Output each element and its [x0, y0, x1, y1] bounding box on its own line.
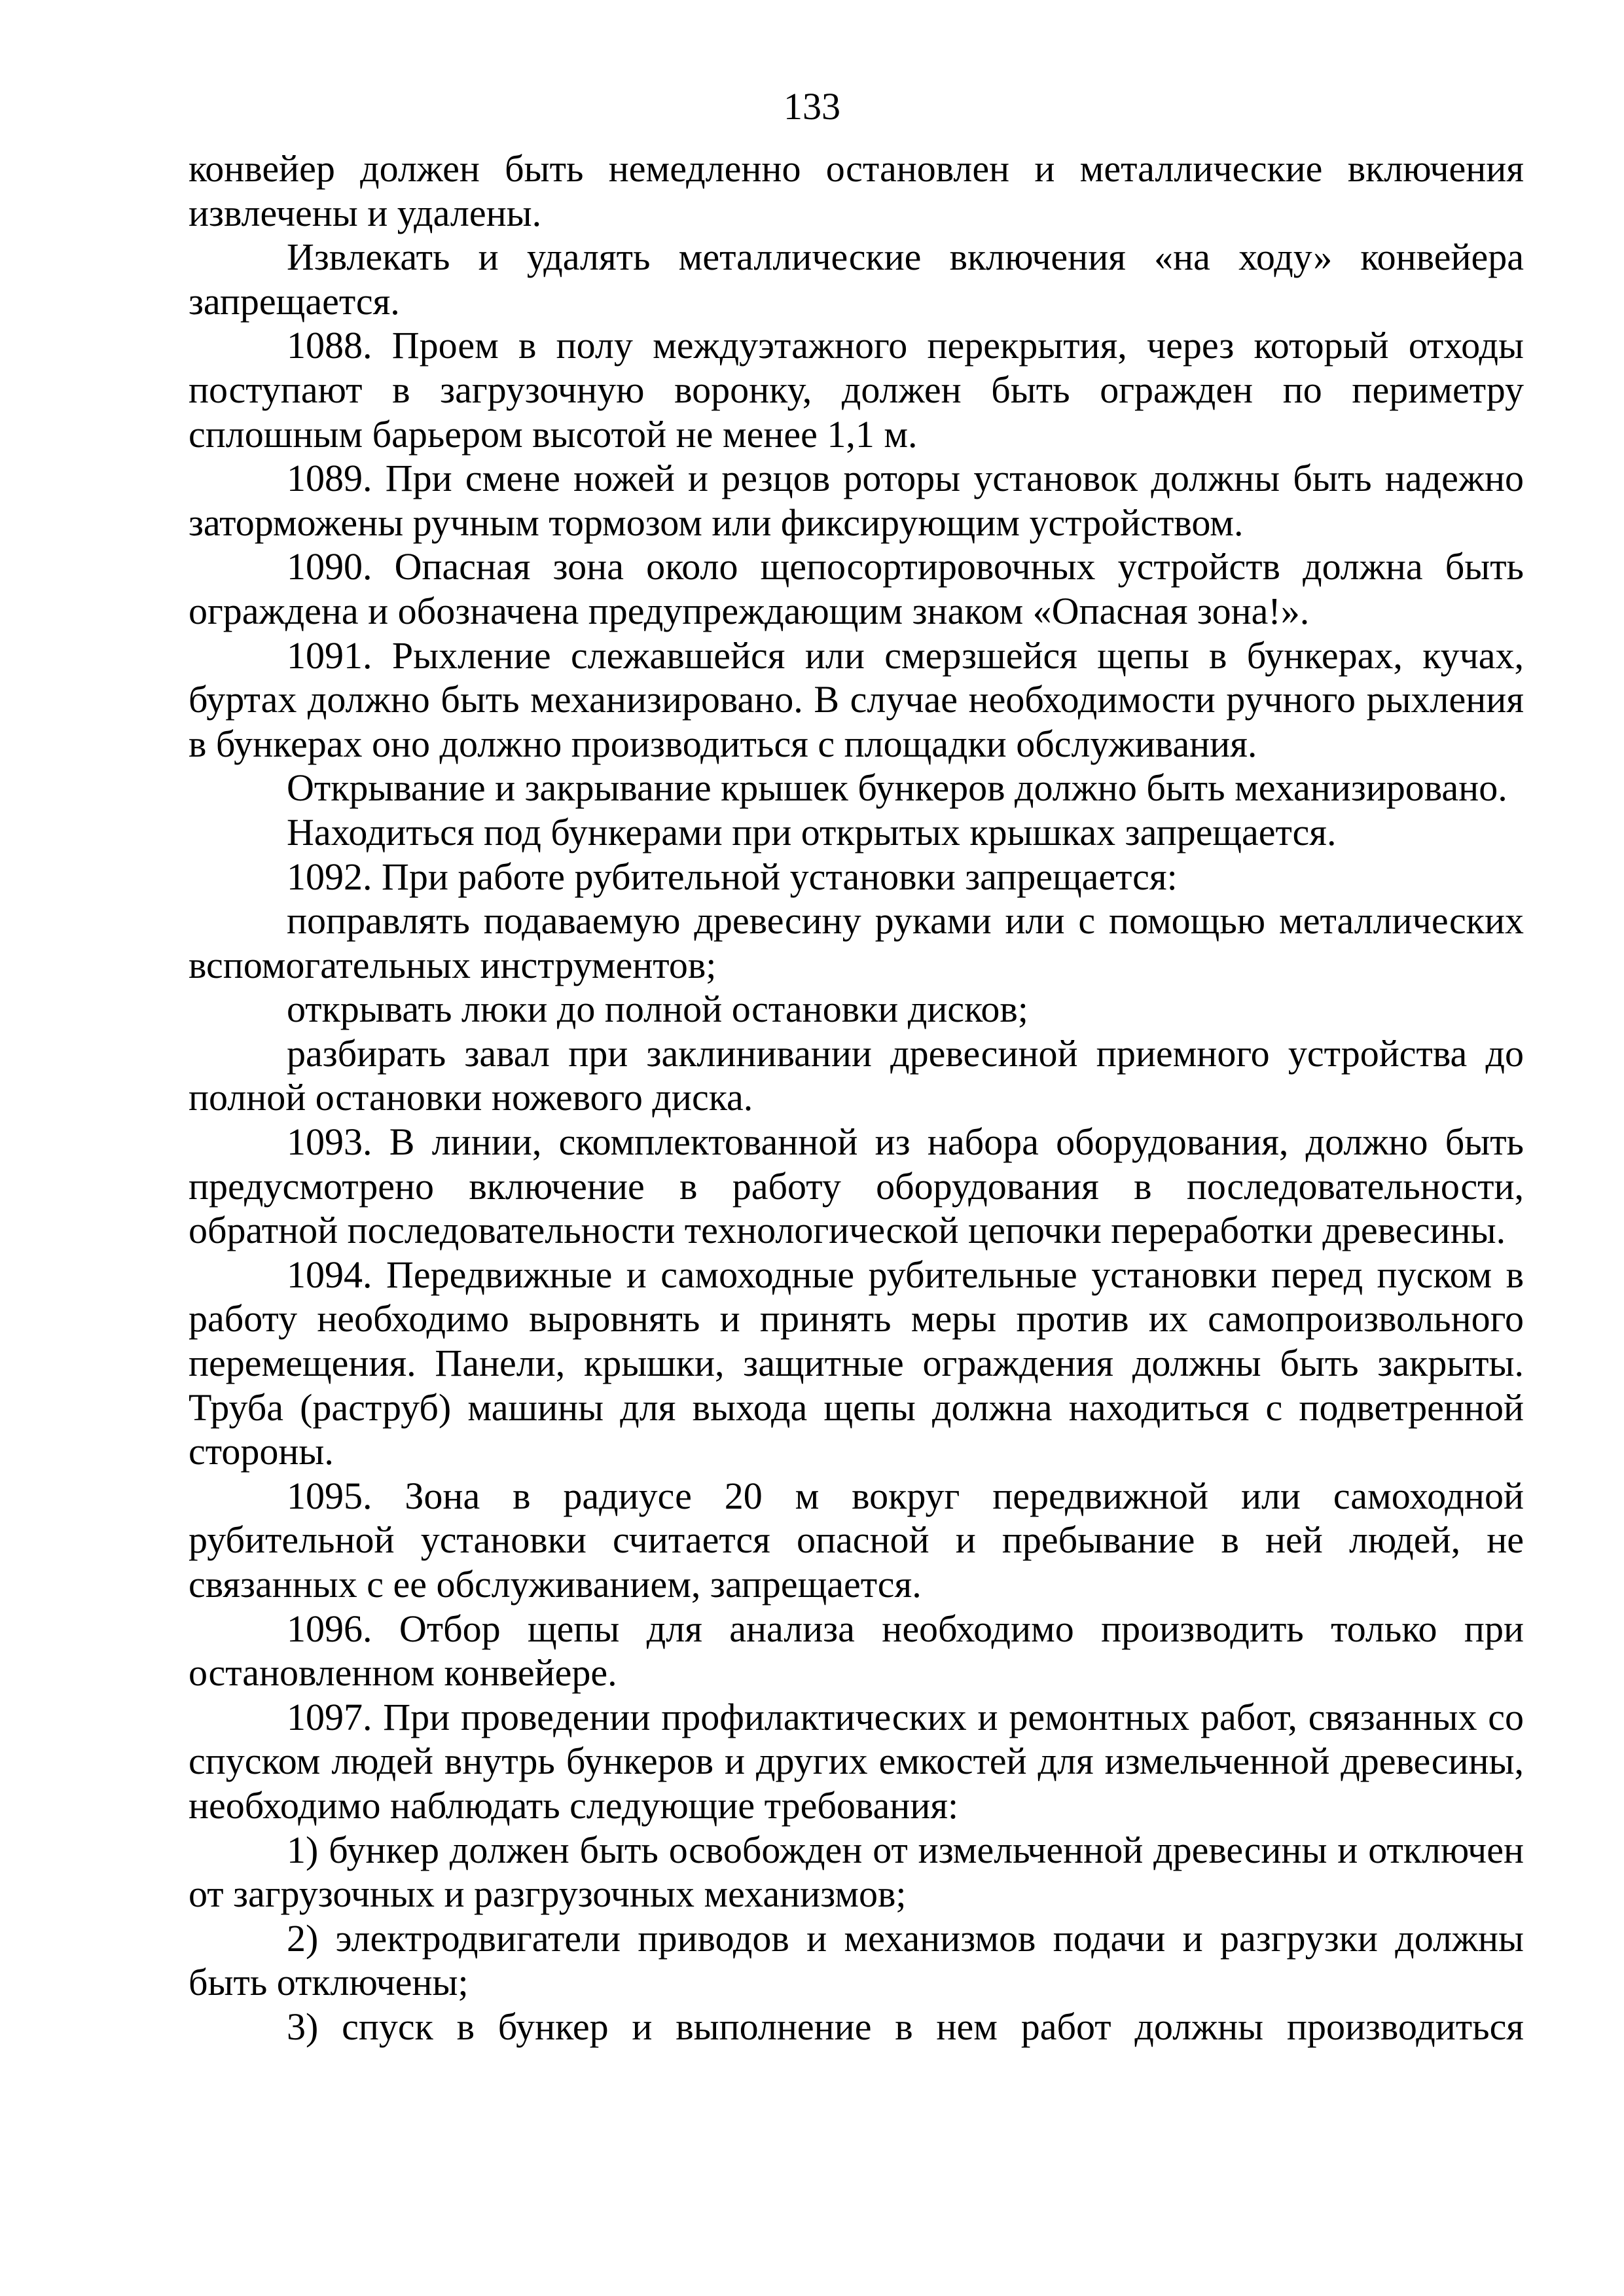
list-item-1097-2: 2) электродвигатели приводов и механизмов подачи и разгрузки должны быть отключены;	[189, 1916, 1524, 2004]
paragraph-1088: 1088. Проем в полу междуэтажного перекрытия, через который отходы поступают в загрузочную воронку, должен быть огражден по периметру сплошным барьером высотой не менее 1,1 м.	[189, 324, 1524, 456]
list-item-1092-c: разбирать завал при заклинивании древесиной приемного устройства до полной остановки ножевого диска.	[189, 1031, 1524, 1119]
paragraph-1095: 1095. Зона в радиусе 20 м вокруг передвижной или самоходной рубительной установки считается опасной и пребывание в ней людей, не связанных с ее обслуживанием, запрещается.	[189, 1474, 1524, 1605]
paragraph-1097: 1097. При проведении профилактических и ремонтных работ, связанных со спуском людей внутрь бункеров и других емкостей для измельченной древесины, необходимо наблюдать следующие требования:	[189, 1695, 1524, 1827]
paragraph-1091: 1091. Рыхление слежавшейся или смерзшейся щепы в бункерах, кучах, буртах должно быть механизировано. В случае необходимости ручного рыхления в бункерах оно должно производиться с площадки обслуживания.	[189, 634, 1524, 765]
paragraph-bunker-ban: Находиться под бункерами при открытых крышках запрещается.	[287, 810, 1337, 853]
document-body	[189, 147, 1524, 2049]
paragraph-bunker-lids: Открывание и закрывание крышек бункеров должно быть механизировано.	[287, 766, 1507, 810]
paragraph-1094: 1094. Передвижные и самоходные рубительные установки перед пуском в работу необходимо выровнять и принять меры против их самопроизвольного перемещения. Панели, крышки, защитные ограждения должны быть закрыты. Труба (раструб) машины для выхода щепы должна находиться с подветренной стороны.	[189, 1253, 1524, 1473]
paragraph-continuation: конвейер должен быть немедленно остановлен и металлические включения извлечены и удалены.	[189, 147, 1524, 234]
paragraph-1089: 1089. При смене ножей и резцов роторы установок должны быть надежно заторможены ручным тормозом или фиксирующим устройством.	[189, 457, 1524, 544]
list-item-1092-a: поправлять подаваемую древесину руками или с помощью металлических вспомогательных инструментов;	[189, 899, 1524, 986]
paragraph-1096: 1096. Отбор щепы для анализа необходимо производить только при остановленном конвейере.	[189, 1607, 1524, 1695]
list-item-1092-b: открывать люки до полной остановки дисков;	[287, 988, 1028, 1031]
paragraph-1092: 1092. При работе рубительной установки запрещается:	[287, 855, 1178, 898]
paragraph-1093: 1093. В линии, скомплектованной из набора оборудования, должно быть предусмотрено включение в работу оборудования в последовательности, обратной последовательности технологической цепочки переработки древесины.	[189, 1121, 1524, 1252]
paragraph-metal-inclusions-ban: Извлекать и удалять металлические включения «на ходу» конвейера запрещается.	[189, 236, 1524, 323]
list-item-1097-3: 3) спуск в бункер и выполнение в нем работ должны производиться	[287, 2005, 1524, 2048]
page-number: 133	[784, 85, 840, 128]
list-item-1097-1: 1) бункер должен быть освобожден от измельченной древесины и отключен от загрузочных и разгрузочных механизмов;	[189, 1828, 1524, 1916]
paragraph-1090: 1090. Опасная зона около щепосортировочных устройств должна быть ограждена и обозначена предупреждающим знаком «Опасная зона!».	[189, 545, 1524, 632]
